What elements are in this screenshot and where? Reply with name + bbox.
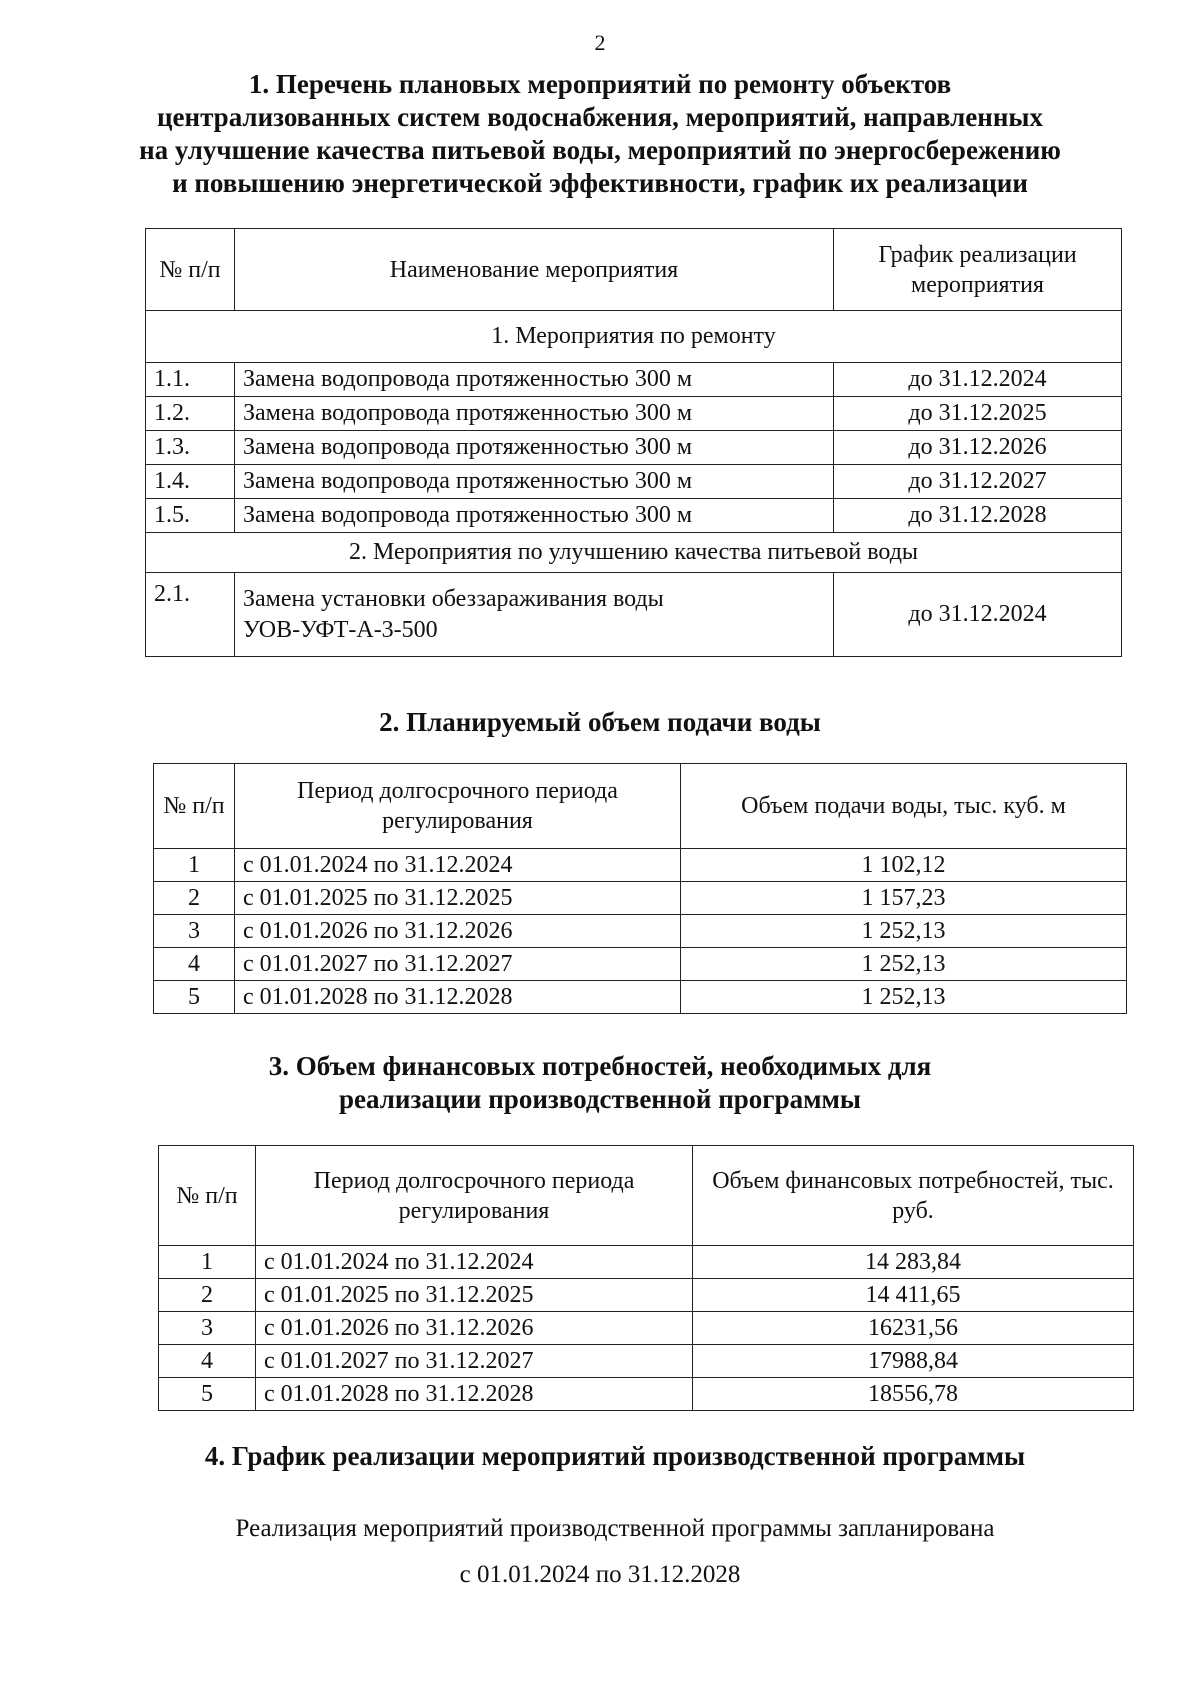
table-header-row bbox=[146, 229, 1122, 311]
table-row bbox=[159, 1378, 1134, 1411]
table-row bbox=[154, 882, 1127, 915]
row-schedule: до 31.12.2024 bbox=[834, 363, 1122, 397]
row-num: 1.4. bbox=[146, 465, 235, 499]
row-num: 3 bbox=[159, 1312, 256, 1345]
col-header-num: № п/п bbox=[146, 229, 235, 311]
row-num: 5 bbox=[154, 981, 235, 1014]
finance-table bbox=[158, 1145, 1134, 1411]
group2-title: 2. Мероприятия по улучшению качества питьевой воды bbox=[146, 533, 1122, 573]
col-header-period: Период долгосрочного периода регулирования bbox=[256, 1146, 693, 1246]
table-row bbox=[146, 363, 1122, 397]
row-period: с 01.01.2028 по 31.12.2028 bbox=[235, 981, 681, 1014]
row-period: с 01.01.2025 по 31.12.2025 bbox=[256, 1279, 693, 1312]
section4-text-line1: Реализация мероприятий производственной программы запланирована bbox=[235, 1515, 995, 1542]
table-row bbox=[154, 849, 1127, 882]
table-row bbox=[154, 981, 1127, 1014]
row-value: 18556,78 bbox=[693, 1378, 1134, 1411]
section3-title-line: 3. Объем финансовых потребностей, необходимых для bbox=[268, 1051, 932, 1081]
row-schedule: до 31.12.2024 bbox=[834, 573, 1122, 657]
row-value: 17988,84 bbox=[693, 1345, 1134, 1378]
row-value: 1 102,12 bbox=[681, 849, 1127, 882]
row-num: 1.3. bbox=[146, 431, 235, 465]
row-period: с 01.01.2026 по 31.12.2026 bbox=[256, 1312, 693, 1345]
table-row bbox=[146, 499, 1122, 533]
section3-title bbox=[0, 1050, 1200, 1116]
row-period: с 01.01.2026 по 31.12.2026 bbox=[235, 915, 681, 948]
row-num: 4 bbox=[159, 1345, 256, 1378]
row-period: с 01.01.2024 по 31.12.2024 bbox=[235, 849, 681, 882]
section1-title-line: централизованных систем водоснабжения, мероприятий, направленных bbox=[156, 102, 1043, 132]
group-title-row bbox=[146, 533, 1122, 573]
table-row bbox=[159, 1279, 1134, 1312]
row-name: Замена водопровода протяженностью 300 м bbox=[235, 465, 834, 499]
row-name: Замена водопровода протяженностью 300 м bbox=[235, 499, 834, 533]
row-schedule: до 31.12.2025 bbox=[834, 397, 1122, 431]
table-row bbox=[154, 948, 1127, 981]
section1-title bbox=[0, 68, 1200, 200]
row-num: 1.5. bbox=[146, 499, 235, 533]
row-num: 1.1. bbox=[146, 363, 235, 397]
section1-title-line: и повышению энергетической эффективности, график их реализации bbox=[172, 168, 1028, 198]
table-row bbox=[146, 465, 1122, 499]
row-num: 1 bbox=[154, 849, 235, 882]
row-period: с 01.01.2028 по 31.12.2028 bbox=[256, 1378, 693, 1411]
group1-title: 1. Мероприятия по ремонту bbox=[146, 311, 1122, 363]
row-name-line: УОВ-УФТ-А-3-500 bbox=[243, 616, 438, 643]
row-num: 1 bbox=[159, 1246, 256, 1279]
group-title-row bbox=[146, 311, 1122, 363]
col-header-period: Период долгосрочного периода регулирования bbox=[235, 764, 681, 849]
section4-title: 4. График реализации мероприятий производственной программы bbox=[204, 1441, 1026, 1471]
section4-text-line2: с 01.01.2024 по 31.12.2028 bbox=[459, 1561, 741, 1588]
col-header-num: № п/п bbox=[154, 764, 235, 849]
row-num: 1.2. bbox=[146, 397, 235, 431]
row-name bbox=[235, 573, 834, 657]
row-value: 1 252,13 bbox=[681, 981, 1127, 1014]
row-schedule: до 31.12.2027 bbox=[834, 465, 1122, 499]
table-row bbox=[154, 915, 1127, 948]
row-value: 1 157,23 bbox=[681, 882, 1127, 915]
activities-table bbox=[145, 228, 1122, 657]
row-name: Замена водопровода протяженностью 300 м bbox=[235, 397, 834, 431]
row-num: 3 bbox=[154, 915, 235, 948]
row-num: 2 bbox=[154, 882, 235, 915]
row-period: с 01.01.2027 по 31.12.2027 bbox=[256, 1345, 693, 1378]
row-period: с 01.01.2027 по 31.12.2027 bbox=[235, 948, 681, 981]
row-value: 14 283,84 bbox=[693, 1246, 1134, 1279]
table-row bbox=[146, 397, 1122, 431]
row-period: с 01.01.2024 по 31.12.2024 bbox=[256, 1246, 693, 1279]
page-number: 2 bbox=[594, 30, 606, 55]
row-period: с 01.01.2025 по 31.12.2025 bbox=[235, 882, 681, 915]
table-header-row bbox=[159, 1146, 1134, 1246]
row-value: 16231,56 bbox=[693, 1312, 1134, 1345]
row-schedule: до 31.12.2028 bbox=[834, 499, 1122, 533]
row-schedule: до 31.12.2026 bbox=[834, 431, 1122, 465]
row-num: 2 bbox=[159, 1279, 256, 1312]
row-num: 5 bbox=[159, 1378, 256, 1411]
row-value: 1 252,13 bbox=[681, 948, 1127, 981]
row-name-line: Замена установки обеззараживания воды bbox=[243, 585, 664, 612]
table-header-row bbox=[154, 764, 1127, 849]
row-name: Замена водопровода протяженностью 300 м bbox=[235, 363, 834, 397]
col-header-volume: Объем подачи воды, тыс. куб. м bbox=[681, 764, 1127, 849]
row-num: 4 bbox=[154, 948, 235, 981]
table-row bbox=[146, 431, 1122, 465]
col-header-name: Наименование мероприятия bbox=[235, 229, 834, 311]
section3-title-line: реализации производственной программы bbox=[339, 1084, 861, 1114]
table-row bbox=[159, 1312, 1134, 1345]
water-supply-table bbox=[153, 763, 1127, 1014]
section2-title: 2. Планируемый объем подачи воды bbox=[379, 707, 821, 737]
section1-title-line: на улучшение качества питьевой воды, мероприятий по энергосбережению bbox=[139, 135, 1061, 165]
row-value: 14 411,65 bbox=[693, 1279, 1134, 1312]
col-header-finance: Объем финансовых потребностей, тыс. руб. bbox=[693, 1146, 1134, 1246]
table-row bbox=[159, 1345, 1134, 1378]
section1-title-line: 1. Перечень плановых мероприятий по ремонту объектов bbox=[248, 69, 952, 99]
row-name: Замена водопровода протяженностью 300 м bbox=[235, 431, 834, 465]
row-num: 2.1. bbox=[146, 573, 235, 657]
table-row bbox=[159, 1246, 1134, 1279]
col-header-num: № п/п bbox=[159, 1146, 256, 1246]
table-row bbox=[146, 573, 1122, 657]
col-header-schedule: График реализации мероприятия bbox=[834, 229, 1122, 311]
row-value: 1 252,13 bbox=[681, 915, 1127, 948]
